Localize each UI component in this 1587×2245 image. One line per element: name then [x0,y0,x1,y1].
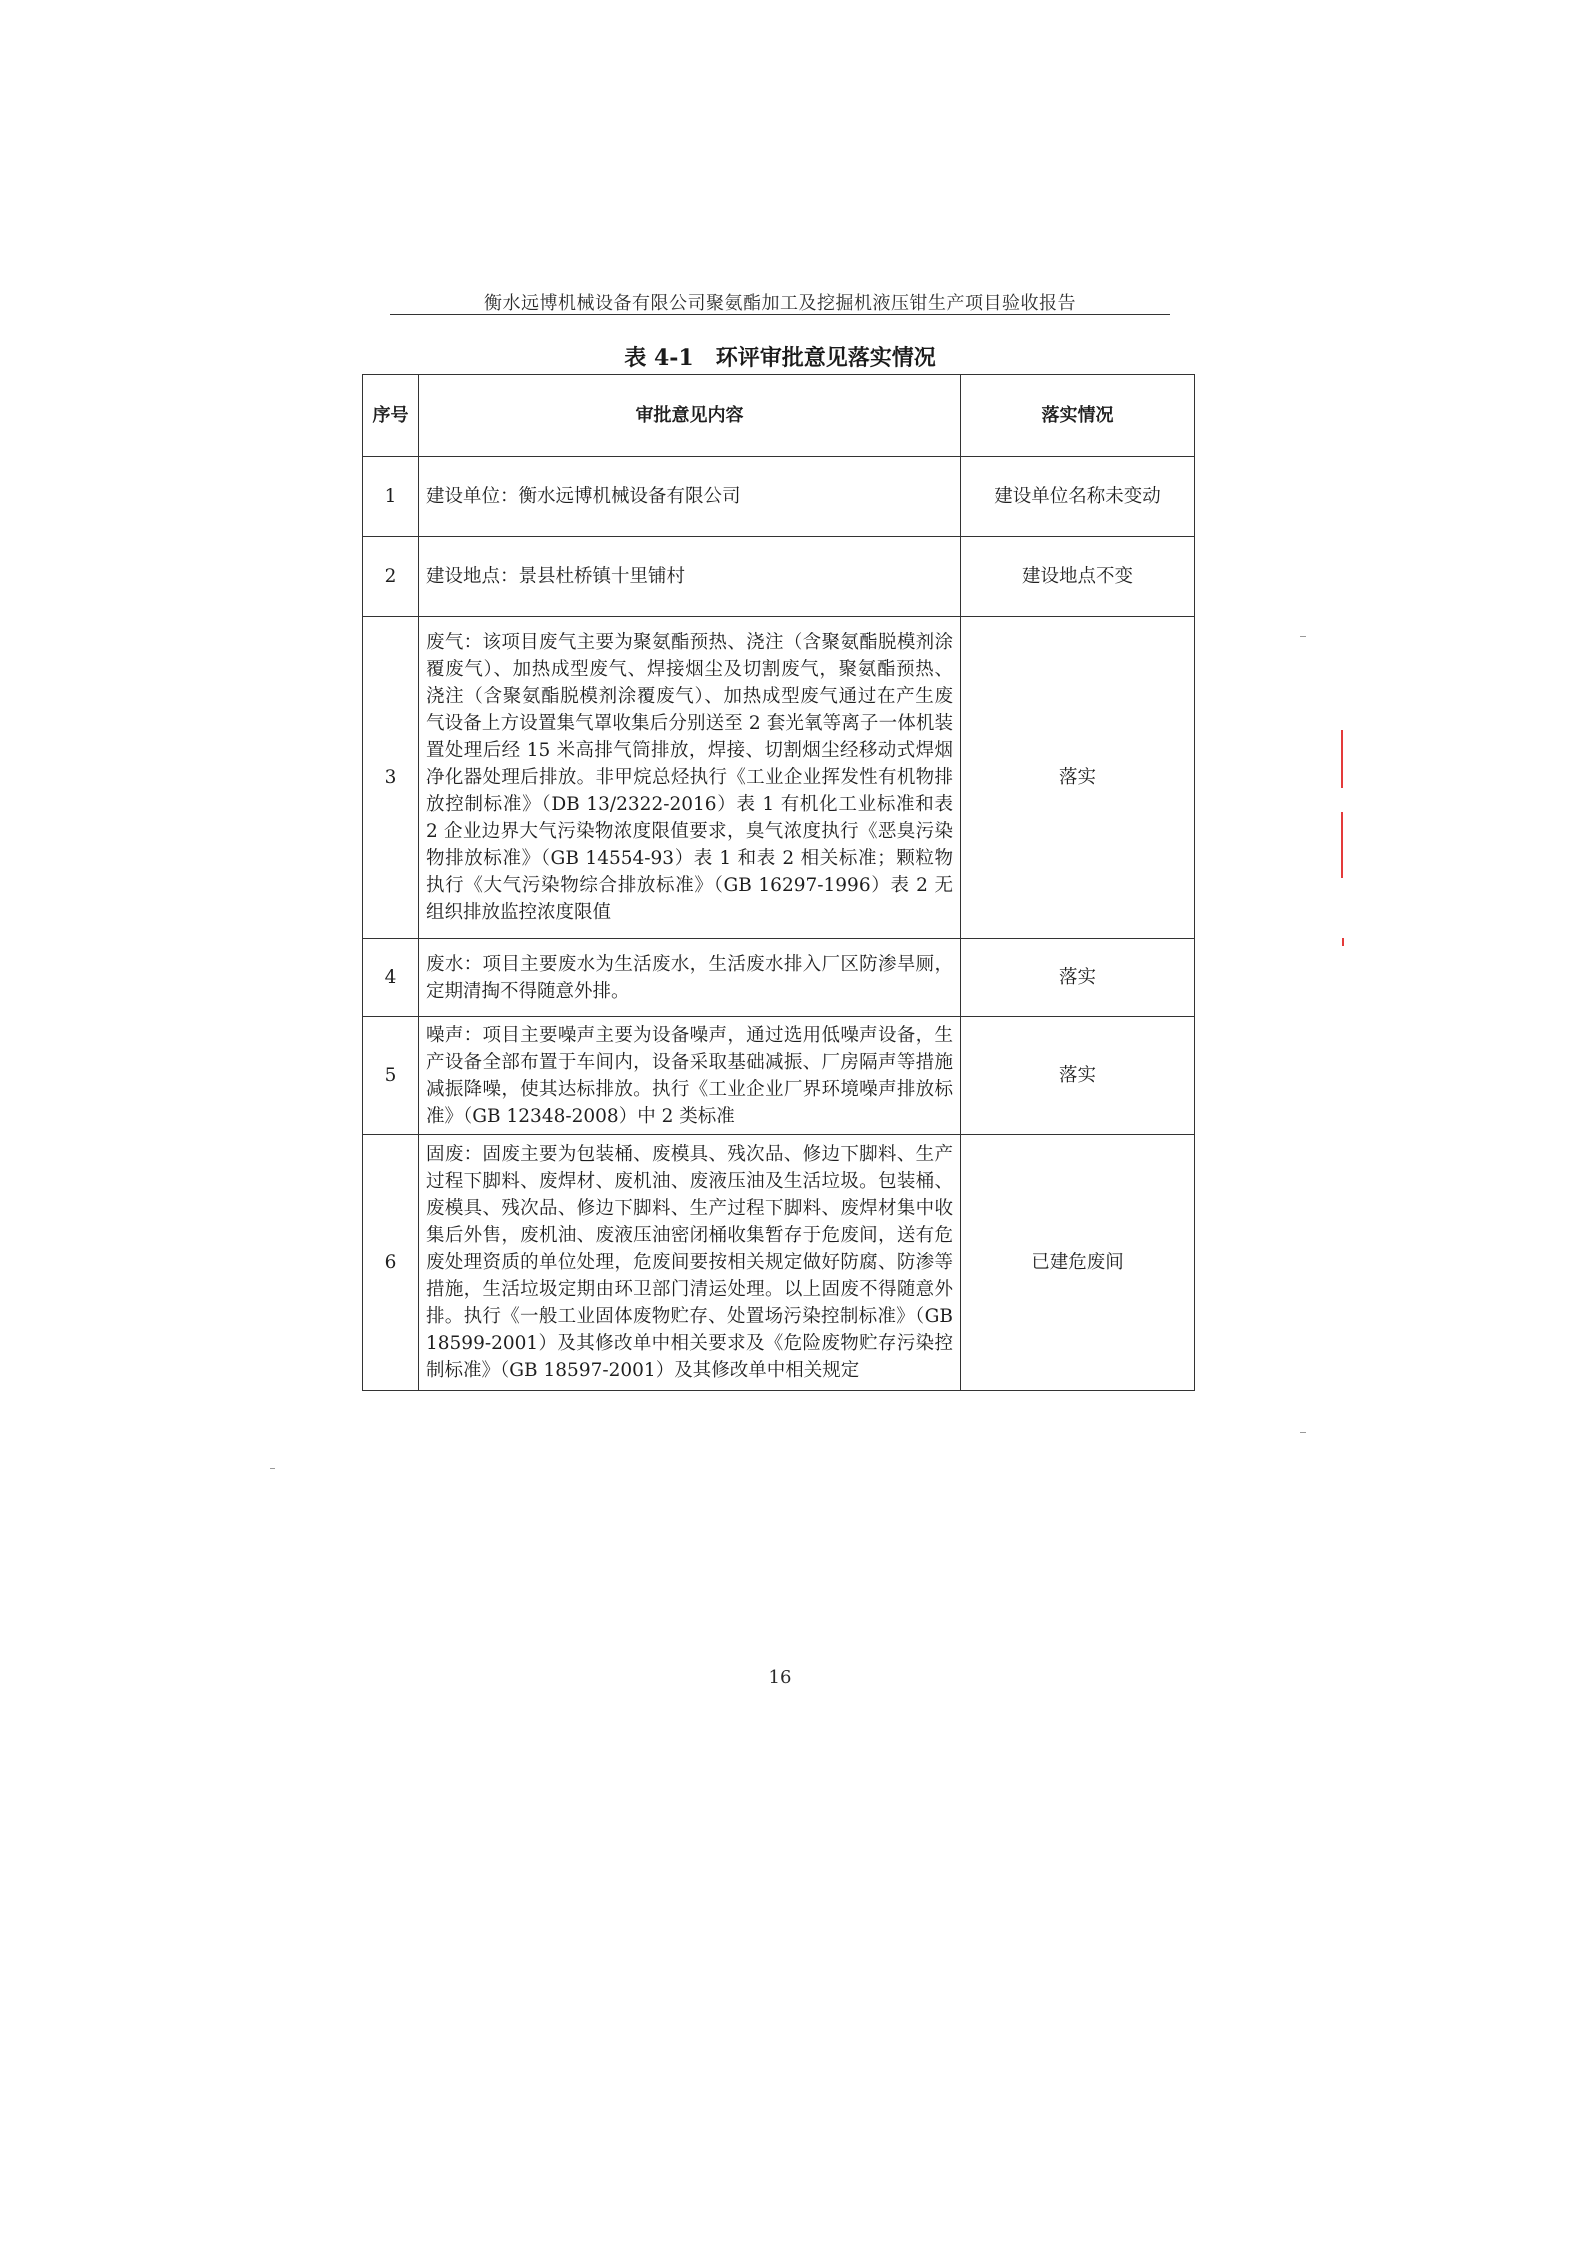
row-number: 4 [363,939,419,1017]
table-row [363,617,1195,939]
row-content: 建设单位：衡水远博机械设备有限公司 [419,457,961,537]
row-content: 废气：该项目废气主要为聚氨酯预热、浇注（含聚氨酯脱模剂涂覆废气）、加热成型废气、焊接烟尘及切割废气，聚氨酯预热、浇注（含聚氨酯脱模剂涂覆废气）、加热成型废气通过在产生废气设备上方设置集气罩收集后分别送至 2 套光氧等离子一体机装置处理后经 15 米高排气筒排放，焊接、切割烟尘经移动式焊烟净化器处理后排放。非甲烷总烃执行《工业企业挥发性有机物排放控制标准》（DB 13/2322-2016）表 1 有机化工业标准和表 2 企业边界大气污染物浓度限值要求，臭气浓度执行《恶臭污染物排放标准》（GB 14554-93）表 1 和表 2 相关标准；颗粒物执行《大气污染物综合排放标准》（GB 16297-1996）表 2 无组织排放监控浓度限值 [419,617,961,939]
scan-mark-red [1341,730,1343,788]
approval-table [362,374,1195,1391]
row-content: 噪声：项目主要噪声主要为设备噪声，通过选用低噪声设备，生产设备全部布置于车间内，设备采取基础减振、厂房隔声等措施减振降噪，使其达标排放。执行《工业企业厂界环境噪声排放标准》（GB 12348-2008）中 2 类标准 [419,1017,961,1135]
table-row [363,457,1195,537]
header-divider [390,314,1170,315]
scan-speck [270,1468,275,1469]
table-row [363,1135,1195,1391]
row-number: 3 [363,617,419,939]
scan-speck [1300,1432,1306,1433]
row-status: 落实 [961,617,1195,939]
scan-mark-red [1342,938,1344,946]
table-row [363,939,1195,1017]
row-status: 落实 [961,939,1195,1017]
row-number: 2 [363,537,419,617]
row-number: 1 [363,457,419,537]
page-number: 16 [768,1667,792,1688]
column-header-content: 审批意见内容 [419,375,961,457]
row-status: 建设地点不变 [961,537,1195,617]
table-caption: 表 4-1 环评审批意见落实情况 [624,345,936,371]
row-content: 废水：项目主要废水为生活废水，生活废水排入厂区防渗旱厕，定期清掏不得随意外排。 [419,939,961,1017]
row-content: 固废：固废主要为包装桶、废模具、残次品、修边下脚料、生产过程下脚料、废焊材、废机油、废液压油及生活垃圾。包装桶、废模具、残次品、修边下脚料、生产过程下脚料、废焊材集中收集后外售，废机油、废液压油密闭桶收集暂存于危废间，送有危废处理资质的单位处理，危废间要按相关规定做好防腐、防渗等措施，生活垃圾定期由环卫部门清运处理。以上固废不得随意外排。执行《一般工业固体废物贮存、处置场污染控制标准》（GB 18599-2001）及其修改单中相关要求及《危险废物贮存污染控制标准》（GB 18597-2001）及其修改单中相关规定 [419,1135,961,1391]
table-row [363,1017,1195,1135]
row-number: 5 [363,1017,419,1135]
row-content: 建设地点：景县杜桥镇十里铺村 [419,537,961,617]
table-row [363,537,1195,617]
row-status: 已建危废间 [961,1135,1195,1391]
report-header-title: 衡水远博机械设备有限公司聚氨酯加工及挖掘机液压钳生产项目验收报告 [484,293,1076,314]
row-status: 建设单位名称未变动 [961,457,1195,537]
column-header-no: 序号 [363,375,419,457]
scan-speck [1300,636,1306,637]
scan-mark-red [1341,812,1343,878]
column-header-status: 落实情况 [961,375,1195,457]
table-header-row [363,375,1195,457]
row-number: 6 [363,1135,419,1391]
row-status: 落实 [961,1017,1195,1135]
